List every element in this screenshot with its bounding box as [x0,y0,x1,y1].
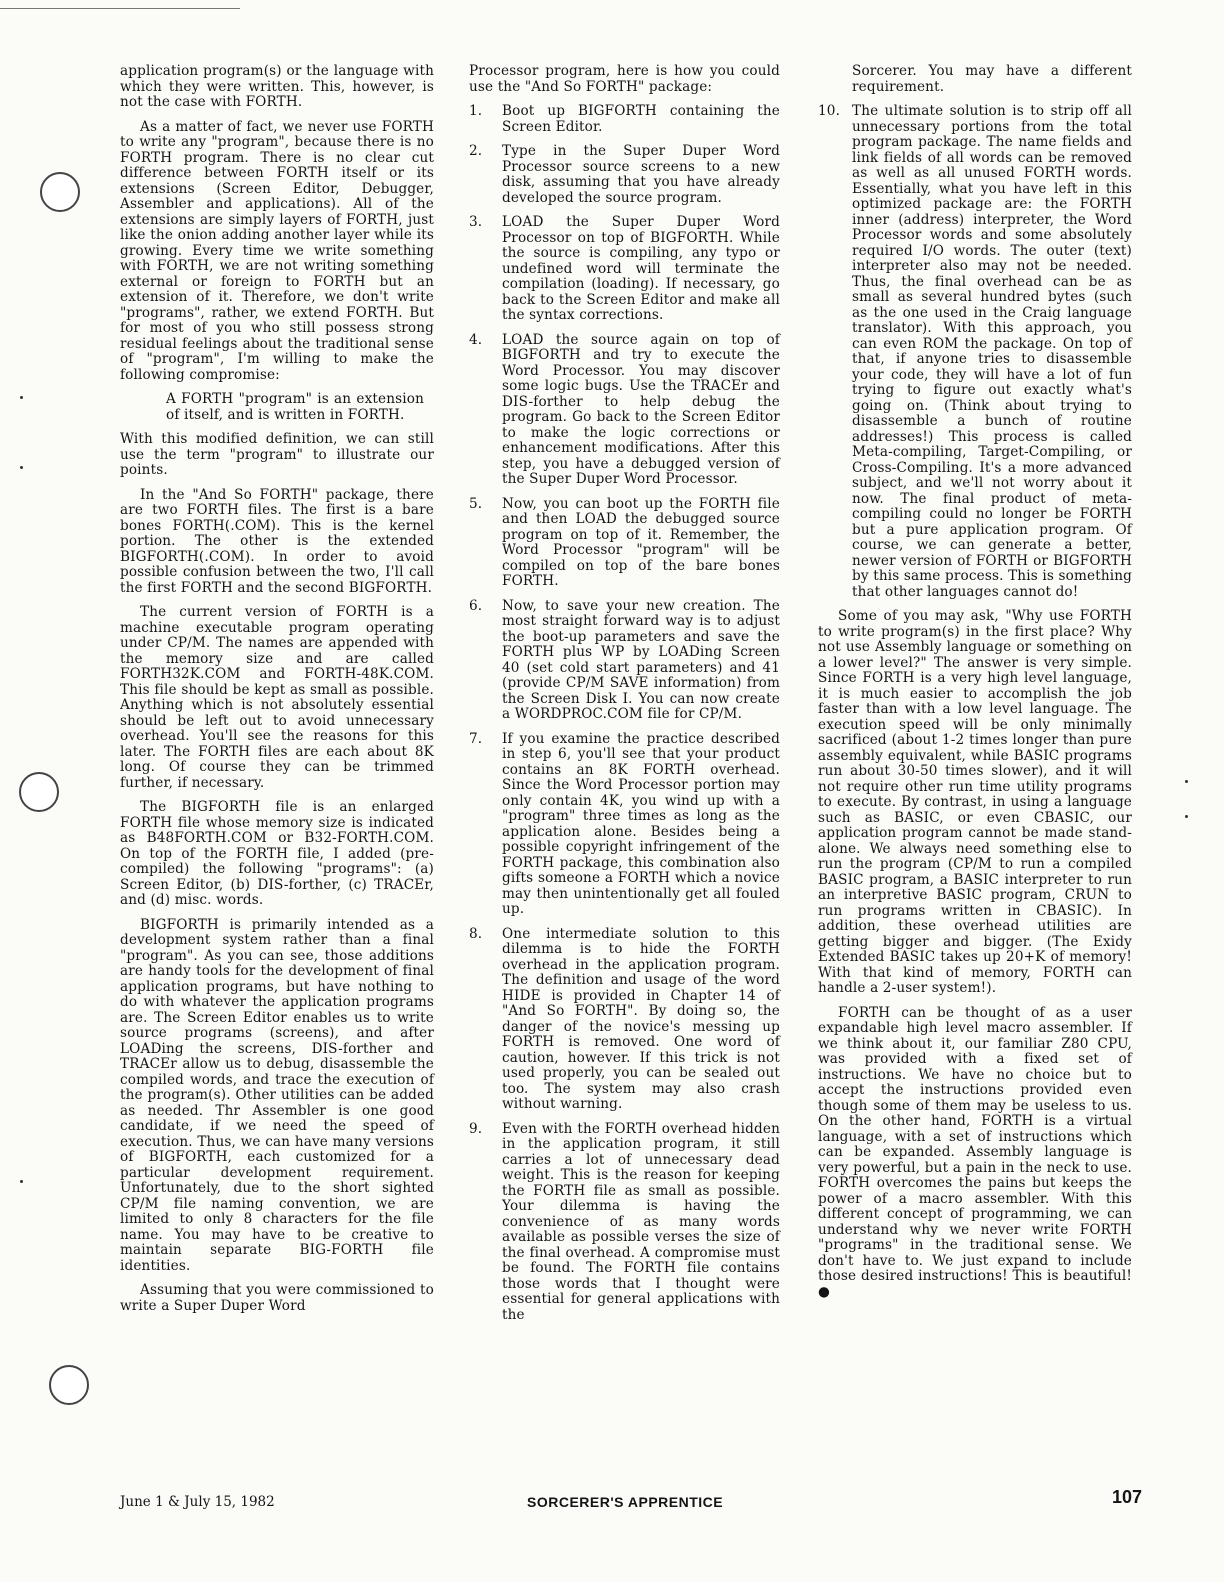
list-item [818,104,1132,600]
list-item [469,215,780,324]
list-item [469,599,780,723]
list-number: 7. [469,730,483,747]
scan-speck [20,396,23,399]
list-number: 8. [469,925,483,942]
footer-date: June 1 & July 15, 1982 [120,1494,275,1510]
end-of-article-mark: ● [818,1283,831,1300]
page-top-rule [0,8,240,9]
list-text: One intermediate solution to this dilemma is to hide the FORTH overhead in the application program. The definition and usage of the word HIDE is provided in Chapter 14 of "And So FORTH". By doing so, the danger of the novice's messing up FORTH is removed. One word of caution, however. If this trick is not used properly, you can be sealed out too. The system may also crash without warning. [502,925,780,1112]
list-item [469,927,780,1113]
paragraph: The BIGFORTH file is an enlarged FORTH file whose memory size is indicated as B48FORTH.COM or B32-FORTH.COM. On top of the FORTH file, I added (pre-compiled) the following "programs": (a) Screen Editor, (b) DIS-forther, (c) TRACEr, and (d) misc. words. [120,799,434,908]
list-text: Now, you can boot up the FORTH file and then LOAD the debugged source program on top of it. Remember, the Word Processor "program" will be compiled on top of the bare bones FORTH. [502,495,780,589]
numbered-list [818,104,1132,600]
page-number: 107 [1112,1487,1143,1507]
list-text: If you examine the practice described in step 6, you'll see that your product contains an 8K FORTH overhead. Since the Word Processor portion may only contain 4K, you wind up with a "program" three times as long as the application alone. Besides being a possible copyright infringement of the FORTH package, this combination also gifts someone a FORTH which a novice may then unintentionally get all fouled up. [502,730,780,917]
list-number: 4. [469,331,483,348]
paragraph: As a matter of fact, we never use FORTH to write any "program", because there is no FORTH program. There is no clear cut difference between FORTH itself or its extensions (Screen Editor, Debugger, Assembler and applications). All of the extensions are simply layers of FORTH, just like the onion adding another layer while its growing. Every time we write something with FORTH, we are not writing something external or foreign to FORTH but an extension of it. Therefore, we don't write "programs", rather, we extend FORTH. But for most of you who still possess strong residual feelings about the traditional sense of "program", I'm willing to make the following compromise: [120,118,434,383]
list-text: The ultimate solution is to strip off all unnecessary portions from the total program package. The name fields and link fields of all words can be removed as well as all unused FORTH words. Essentially, what you have left in this optimized package are: the FORTH inner (address) interpreter, the Word Processor words and some absolutely required I/O words. The outer (text) interpreter also may not be needed. Thus, the final overhead can be as small as several hundred bytes (such as the one used in the Craig language translator). With this approach, you can even ROM the package. On top of that, if anyone tries to disassemble your code, they will have a lot of fun trying to figure out exactly what's going on. (Think about trying to disassemble a bunch of routine addresses!) This process is called Meta-compiling, Target-Compiling, or Cross-Compiling. It's a more advanced subject, and we'll not worry about it now. The final product of meta-compiling could no longer be FORTH but a pure application program. Of course, we can generate a better, newer version of FORTH or BIGFORTH by this same process. This is something that other languages cannot do! [852,103,1132,600]
list-text: Type in the Super Duper Word Processor source screens to a new disk, assuming that you have already developed the source program. [502,143,780,206]
list-number: 5. [469,495,483,512]
binder-hole-middle [19,772,59,812]
paragraph: Some of you may ask, "Why use FORTH to write program(s) in the first place? Why not use Assembly language or something on a lower level?" The answer is very simple. Since FORTH is a very high level language, it is much easier to accomplish the job faster than with a low level language. The execution speed will be only minimally sacrificed (about 1-2 times longer than pure assembly equivalent, while BASIC programs run about 30-50 times slower), and it will not require other run time utility programs to execute. By contrast, in using a language such as BASIC, or even CBASIC, our application program cannot be made stand-alone. We always need something else to run the program (CP/M to run a compiled BASIC program, a BASIC interpreter to run an interpretive BASIC program, CRUN to run programs written in CBASIC). In addition, these overhead utilities are getting bigger and bigger. (The Exidy Extended BASIC takes up 20+K of memory! With that kind of memory, FORTH can handle a 2-user system!). [818,608,1132,996]
paragraph: Assuming that you were commissioned to write a Super Duper Word [120,1282,434,1314]
list-item [469,144,780,206]
list-item [469,732,780,918]
list-number: 10. [818,103,841,119]
paragraph: Processor program, here is how you could use the "And So FORTH" package: [469,63,780,95]
binder-hole-bottom [49,1365,89,1405]
list-number: 3. [469,214,483,230]
paragraph: With this modified definition, we can still use the term "program" to illustrate our points. [120,431,434,478]
list-number: 1. [469,103,483,119]
list-number: 6. [469,597,483,614]
list-number: 9. [469,1120,483,1137]
list-item [469,1122,780,1324]
numbered-list [469,104,780,1323]
scan-speck [20,466,23,469]
list-item [469,104,780,135]
list-text: Even with the FORTH overhead hidden in the application program, it still carries a lot of unnecessary dead weight. This is the reason for keeping the FORTH file as small as possible. Your dilemma is having the convenience of as many words available as possible verses the size of the final overhead. A compromise must be found. The FORTH file contains those words that I thought were essential for general applications with the [502,1120,780,1323]
scan-speck [1185,780,1188,783]
binder-hole-top [40,172,80,212]
list-text: LOAD the Super Duper Word Processor on top of BIGFORTH. While the source is compiling, any typo or undefined word will terminate the compilation (loading). If necessary, go back to the Screen Editor and make all the syntax corrections. [502,214,780,323]
paragraph: In the "And So FORTH" package, there are two FORTH files. The first is a bare bones FORTH(.COM). This is the kernel portion. The other is the extended BIGFORTH(.COM). In order to avoid possible confusion between the two, I'll call the first FORTH and the second BIGFORTH. [120,486,434,596]
paragraph-continued: Sorcerer. You may have a different requirement. [852,63,1132,95]
column-left [120,64,434,1323]
paragraph: The current version of FORTH is a machine executable program operating under CP/M. The names are appended with the memory size and are called FORTH32K.COM and FORTH-48K.COM. This file should be kept as small as possible. Anything which is not absolutely essential should be left out to avoid unnecessary overhead. You'll see the reasons for this later. The FORTH files are each about 8K long. Of course they can be trimmed further, if necessary. [120,604,434,791]
list-number: 2. [469,143,483,159]
scan-speck [1185,815,1188,818]
paragraph [818,1006,1132,1301]
list-text: LOAD the source again on top of BIGFORTH and try to execute the Word Processor. You may discover some logic bugs. Use the TRACEr and DIS-forther to help debug the program. Go back to the Screen Editor to make the logic corrections or enhancement modifications. After this step, you have a debugged version of the Super Duper Word Processor. [502,331,780,487]
block-quote: A FORTH "program" is an extension of itself, and is written in FORTH. [166,391,424,423]
scan-speck [20,1180,23,1183]
paragraph-text: FORTH can be thought of as a user expandable high level macro assembler. If we think about it, our familiar Z80 CPU, was provided with a fixed set of instructions. We have no choice but to accept the instructions provided even though some of them may be useless to us. On the other hand, FORTH is a virtual language, with a set of instructions which can be expanded. Assembly language is very powerful, but a pain in the neck to use. FORTH overcomes the pains but keeps the power of a macro assembler. With this different concept of programming, we can understand why we never write FORTH "programs" in the traditional sense. We don't have to. We just expand to include those desired instructions! This is beautiful! [818,1004,1132,1284]
list-text: Now, to save your new creation. The most straight forward way is to adjust the boot-up parameters and save the FORTH plus WP by LOADing Screen 40 (set cold start parameters) and 41 (provide CP/M SAVE information) from the Screen Disk I. You can now create a WORDPROC.COM file for CP/M. [502,597,780,722]
list-text: Boot up BIGFORTH containing the Screen Editor. [502,103,780,135]
list-item [469,497,780,590]
list-item [469,333,780,488]
paragraph: BIGFORTH is primarily intended as a development system rather than a final "program". As you can see, those additions are handy tools for the development of final application programs, but have nothing to do with whatever the application programs are. The Screen Editor enables us to write source programs (screens), and after LOADing the screens, DIS-forther and TRACEr allow us to debug, disassemble the compiled words, and trace the execution of the program(s). Other utilities can be added as needed. Thr Assembler is one good candidate, if we need the speed of execution. Thus, we can have many versions of BIGFORTH, each customized for a particular development requirement. Unfortunately, due to the short sighted CP/M file naming convention, we are limited to only 8 characters for the file name. You may have to be creative to maintain separate BIG-FORTH file identities. [120,916,434,1274]
column-right [818,64,1132,1309]
column-middle [469,64,780,1332]
footer-publication-title: SORCERER'S APPRENTICE [527,1494,724,1510]
paragraph: application program(s) or the language with which they were written. This, however, is not the case with FORTH. [120,63,434,110]
